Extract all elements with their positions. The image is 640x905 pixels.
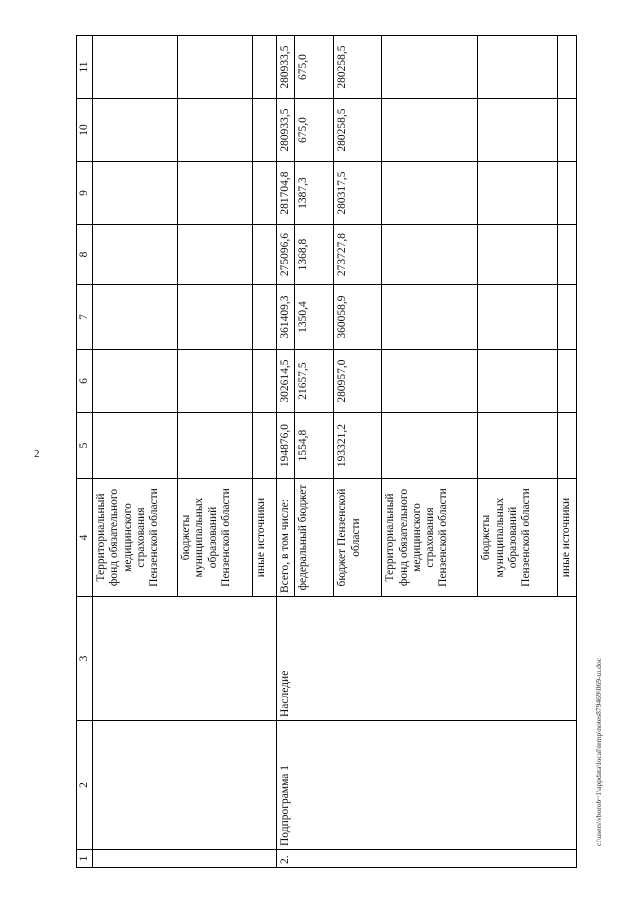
cell-empty [178,350,253,413]
table-row [277,36,295,868]
source-label: бюджеты муниципальных образований Пензенской области [178,479,253,597]
cell-empty [253,36,277,99]
value-cell [558,36,576,99]
cell-empty [178,36,253,99]
cell-empty [93,285,178,350]
value-cell: 1368,8 [295,225,334,285]
value-cell: 280258,5 [334,36,382,99]
value-cell [558,413,576,479]
value-cell: 361409,3 [277,285,295,350]
value-cell: 280933,5 [277,99,295,162]
value-cell: 281704,8 [277,162,295,225]
source-label: Территориальный фонд обязательного медицинского страхования Пензенской области [382,479,478,597]
header-cell: 8 [77,225,93,285]
cell-empty [93,597,277,721]
source-label: бюджет Пензенской области [334,479,382,597]
cell-empty [93,36,178,99]
cell-empty [178,99,253,162]
value-cell: 280933,5 [277,36,295,99]
value-cell: 21657,5 [295,350,334,413]
value-cell: 1554,8 [295,413,334,479]
header-cell: 5 [77,413,93,479]
header-cell: 6 [77,350,93,413]
value-cell [478,413,558,479]
source-label: иные источники [253,479,277,597]
cell-empty [178,285,253,350]
value-cell [558,225,576,285]
value-cell: 280957,0 [334,350,382,413]
source-label: Территориальный фонд обязательного медицинского страхования Пензенской области [93,479,178,597]
value-cell: 675,0 [295,36,334,99]
source-label: Всего, в том числе: [277,479,295,597]
value-cell [478,350,558,413]
cell-empty [93,721,277,850]
value-cell [558,350,576,413]
value-cell: 675,0 [295,99,334,162]
cell-empty [253,413,277,479]
header-cell: 1 [77,850,93,868]
header-cell: 3 [77,597,93,721]
value-cell [478,285,558,350]
value-cell [478,99,558,162]
budget-table [76,35,577,868]
value-cell [478,162,558,225]
value-cell [478,36,558,99]
value-cell [382,225,478,285]
cell-empty [93,99,178,162]
value-cell [558,99,576,162]
header-cell: 4 [77,479,93,597]
file-path-footer: c:\users\vborob~1\appdata\local\temp\notes879469\069-ш.doc [594,658,603,846]
program-title: Наследие [277,597,576,721]
source-label: иные источники [558,479,576,597]
value-cell [382,162,478,225]
value-cell [382,99,478,162]
value-cell: 275096,6 [277,225,295,285]
header-cell: 11 [77,36,93,99]
table-row [93,36,178,868]
value-cell: 302614,5 [277,350,295,413]
header-cell: 9 [77,162,93,225]
cell-empty [93,350,178,413]
value-cell: 1387,3 [295,162,334,225]
cell-empty [253,285,277,350]
rotated-table-container [76,36,589,868]
source-label: бюджеты муниципальных образований Пензенской области [478,479,558,597]
value-cell [382,36,478,99]
cell-empty [93,850,277,868]
header-row [77,36,93,868]
cell-empty [178,162,253,225]
value-cell: 1350,4 [295,285,334,350]
value-cell: 194876,0 [277,413,295,479]
value-cell [478,225,558,285]
cell-empty [93,162,178,225]
cell-empty [253,99,277,162]
cell-empty [178,225,253,285]
header-cell: 2 [77,721,93,850]
cell-empty [253,350,277,413]
header-cell: 10 [77,99,93,162]
value-cell [558,285,576,350]
value-cell: 280258,5 [334,99,382,162]
value-cell [382,350,478,413]
cell-empty [93,413,178,479]
row-number: 2. [277,850,576,868]
cell-empty [178,413,253,479]
value-cell: 273727,8 [334,225,382,285]
cell-empty [253,162,277,225]
value-cell [382,413,478,479]
value-cell: 193321,2 [334,413,382,479]
source-label: федеральный бюджет [295,479,334,597]
cell-empty [93,225,178,285]
value-cell [382,285,478,350]
cell-empty [253,225,277,285]
program-name: Подпрограмма 1 [277,721,576,850]
page-number: 2 [34,448,40,460]
value-cell: 280317,5 [334,162,382,225]
header-cell: 7 [77,285,93,350]
value-cell: 360058,9 [334,285,382,350]
value-cell [558,162,576,225]
